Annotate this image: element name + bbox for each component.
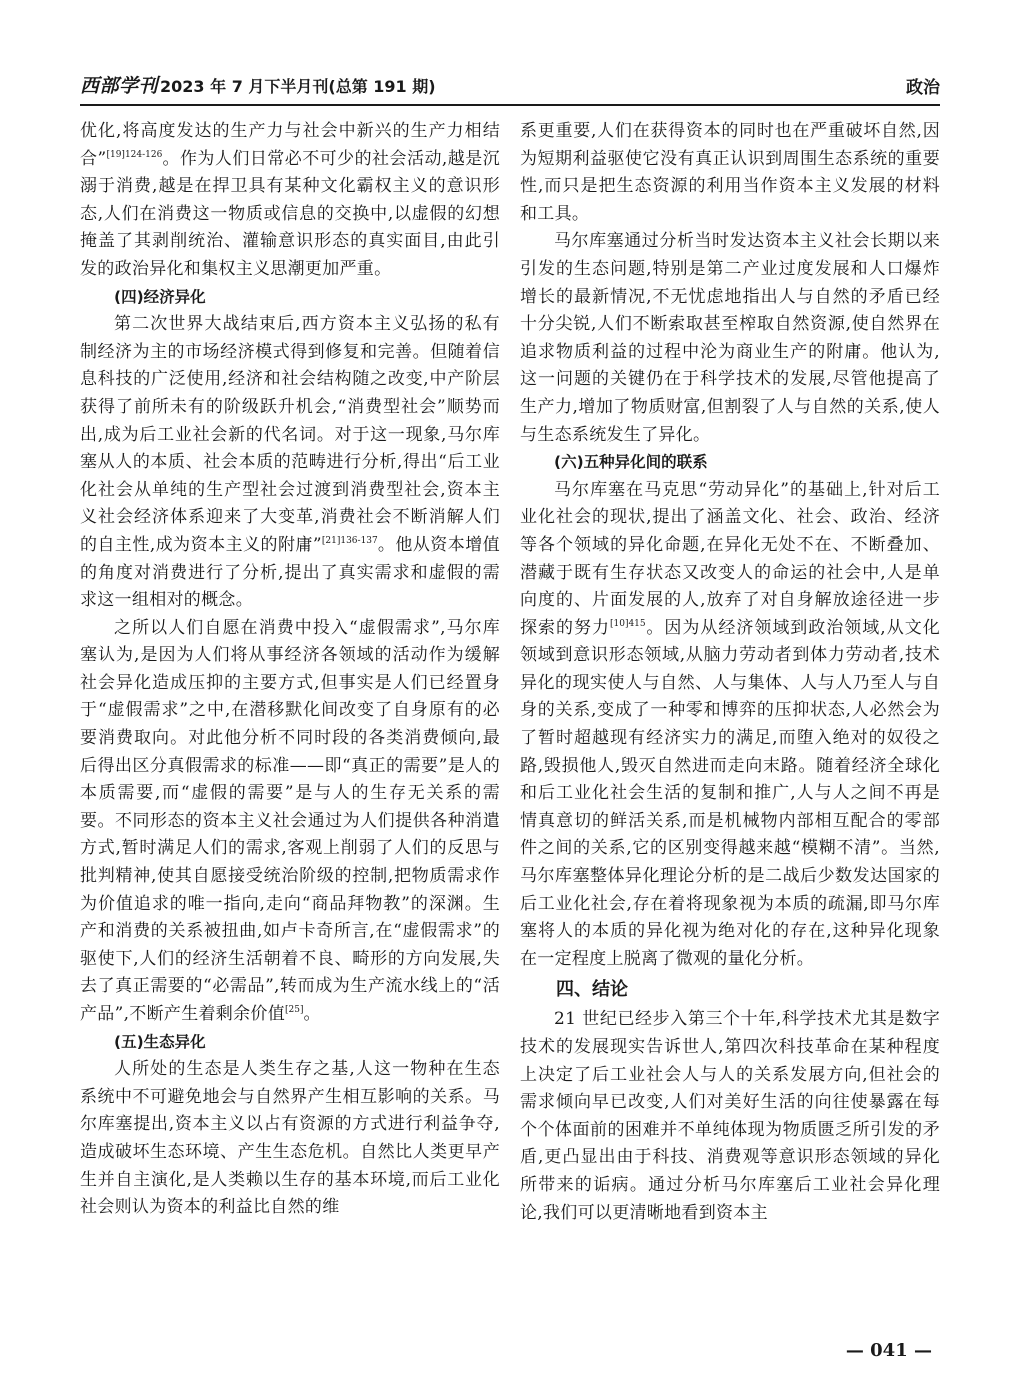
paragraph: 之所以人们自愿在消费中投入“虚假需求”,马尔库塞认为,是因为人们将从事经济各领域的活动作为缓解社会异化造成压抑的主要方式,但事实是人们已经置身于“虚假需求”之中,在潜移默化间改变了自身原有的必要消费取向。对此他分析不同时段的各类消费倾向,最后得出区分真假需求的标准——即“真正的需要”是人的本质需要,而“虚假的需要”是与人的生存无关系的需要。不同形态的资本主义社会通过为人们提供各种消遣方式,暂时满足人们的需求,客观上削弱了人们的反思与批判精神,使其自愿接受统治阶级的控制,把物质需求作为价值追求的唯一指向,走向“商品拜物教”的深渊。生产和消费的关系被扭曲,如卢卡奇所言,在“虚假需求”的驱使下,人们的经济生活朝着不良、畸形的方向发展,失去了真正需要的“必需品”,转而成为生产流水线上的“活产品”,不断产生着剩余价值[25]。 (80, 617, 500, 1024)
citation: [19]124-126 (106, 149, 163, 160)
paragraph: 第二次世界大战结束后,西方资本主义弘扬的私有制经济为主的市场经济模式得到修复和完善。但随着信息科技的广泛使用,经济和社会结构随之改变,中产阶层获得了前所未有的阶级跃升机会,“消费型社会”顺势而出,成为后工业社会新的代名词。对于这一现象,马尔库塞从人的本质、社会本质的范畴进行分析,得出“后工业化社会从单纯的生产型社会过渡到消费型社会,资本主义社会经济体系迎来了大变革,消费社会不断消解人们的自主性,成为资本主义的附庸”$^{[21]136-137}$。他从资本增值的角度对消费进行了分析,提出了真实需求和虚假的需求这一组相对的概念。 (80, 314, 500, 611)
section-name: 政治 (906, 78, 940, 98)
section-heading-relations: (六)五种异化间的联系 (554, 453, 708, 472)
paragraph: 人所处的生态是人类生存之基,人这一物种在生态系统中不可避免地会与自然界产生相互影响的关系。马尔库塞提出,资本主义以占有资源的方式进行利益争夺,造成破坏生态环境、产生生态危机。自然比人类更早产生并自主演化,是人类赖以生存的基本环境,而后工业化社会则认为资本的利益比自然的维 (80, 1059, 500, 1218)
header-left (80, 71, 436, 98)
issue-info: 2023 年 7 月下半月刊(总第 191 期) (160, 77, 436, 96)
journal-logo: 西部学刊 (80, 75, 159, 97)
page-number: — 041 — (845, 1340, 932, 1361)
paragraph: 优化,将高度发达的生产力与社会中新兴的生产力相结合”$^{[19]124-126}$。作为人们日常必不可少的社会活动,越是沉溺于消费,越是在捍卫具有某种文化霸权主义的意识形态,人们在消费这一物质或信息的交换中,以虚假的幻想掩盖了其剥削统治、灌输意识形态的真实面目,由此引发的政治异化和集权主义思潮更加严重。 (80, 121, 500, 279)
section-heading-ecological: (五)生态异化 (114, 1032, 206, 1051)
left-column (80, 118, 500, 1330)
section-heading-economic: (四)经济异化 (114, 287, 206, 306)
citation: [25] (285, 1005, 304, 1015)
citation: [10]415 (609, 618, 646, 629)
paragraph: 系更重要,人们在获得资本的同时也在严重破坏自然,因为短期利益驱使它没有真正认识到周围生态系统的重要性,而只是把生态资源的利用当作资本主义发展的材料和工具。 (520, 121, 940, 224)
paragraph: 21 世纪已经步入第三个十年,科学技术尤其是数字技术的发展现实告诉世人,第四次科技革命在某种程度上决定了后工业社会人与人的关系发展方向,但社会的需求倾向早已改变,人们对美好生活的向往使暴露在每个个体面前的困难并不单纯体现为物质匮乏所引发的矛盾,更凸显出由于科技、消费观等意识形态领域的异化所带来的诟病。通过分析马尔库塞后工业社会异化理论,我们可以更清晰地看到资本主 (520, 1009, 940, 1223)
paragraph: 马尔库塞在马克思“劳动异化”的基础上,针对后工业化社会的现状,提出了涵盖文化、社会、政治、经济等各个领域的异化命题,在异化无处不在、不断叠加、潜藏于既有生存状态又改变人的命运的社会中,人是单向度的、片面发展的人,放弃了对自身解放途径进一步探索的努力$^{[10]415}$。因为从经济领域到政治领域,从文化领域到意识形态领域,从脑力劳动者到体力劳动者,技术异化的现实使人与自然、人与集体、人与人乃至人与自身的关系,变成了一种零和博弈的压抑状态,人必然会为了暂时超越现有经济实力的满足,而堕入绝对的奴役之路,毁损他人,毁灭自然进而走向末路。随着经济全球化和后工业化社会生活的复制和推广,人与人之间不再是情真意切的鲜活关系,而是机械物内部相互配合的零部件之间的关系,它的区别变得越来越“模糊不清”。当然,马尔库塞整体异化理论分析的是二战后少数发达国家的后工业化社会,存在着将现象视为本质的疏漏,即马尔库塞将人的本质的异化视为绝对化的存在,这种异化现象在一定程度上脱离了微观的量化分析。 (520, 479, 940, 969)
paragraph: 马尔库塞通过分析当时发达资本主义社会长期以来引发的生态问题,特别是第二产业过度发展和人口爆炸增长的最新情况,不无忧虑地指出人与自然的矛盾已经十分尖锐,人们不断索取甚至榨取自然资源,使自然界在追求物质利益的过程中沦为商业生产的附庸。他认为,这一问题的关键仍在于科学技术的发展,尽管他提高了生产力,增加了物质财富,但割裂了人与自然的关系,使人与生态系统发生了异化。 (520, 231, 940, 445)
right-column (520, 118, 940, 1330)
running-header (80, 72, 940, 106)
article-body (80, 118, 940, 1330)
section-heading-conclusion: 四、结论 (556, 979, 628, 1001)
citation: [21]136-137 (321, 535, 378, 546)
